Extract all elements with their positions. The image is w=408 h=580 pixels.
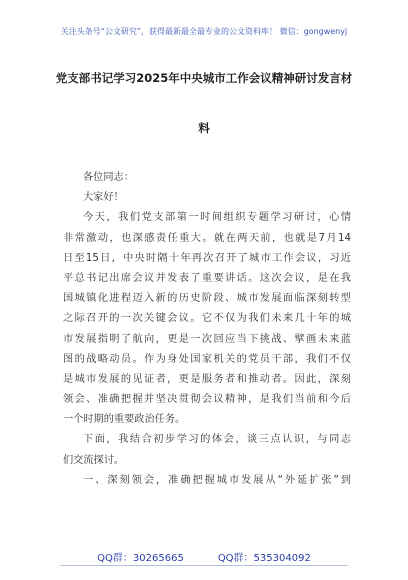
document-title-line-1: 党支部书记学习2025年中央城市工作会议精神研讨发言材 xyxy=(55,71,353,85)
paragraph-line: 日至15日，中央时隔十年再次召开了城市工作会议，习近 xyxy=(63,252,351,264)
paragraph-line: 平总书记出席会议并发表了重要讲话。这次会议，是在我 xyxy=(63,272,351,284)
greeting: 大家好！ xyxy=(83,192,124,204)
paragraph-line: 领会、准确把握并坚决贯彻会议精神，是我们当前和今后 xyxy=(63,394,351,406)
paragraph-line: 非常激动，也深感责任重大。就在两天前，也就是7月14 xyxy=(63,232,351,244)
footer-qq-group-2: QQ群：535304092 xyxy=(217,553,311,564)
paragraph-line: 市发展指明了航向，更是一次回应当下挑战、擘画未来蓝 xyxy=(63,333,351,345)
paragraph-line: 之际召开的一次关键会议。它不仅为我们未来几十年的城 xyxy=(63,313,351,325)
footer-divider xyxy=(60,565,348,566)
paragraph-line: 下面，我结合初步学习的体会，谈三点认识，与同志 xyxy=(83,434,351,446)
salutation: 各位同志： xyxy=(83,172,134,183)
paragraph-line: 今天，我们党支部第一时间组织专题学习研讨，心情 xyxy=(83,212,351,224)
document-body xyxy=(63,168,351,491)
header-note: 关注头条号“公文研究”，获得最新最全最专业的公文资料库！ 微信：gongwenyj xyxy=(60,27,348,36)
paragraph-line: 一个时期的重要政治任务。 xyxy=(63,414,186,426)
paragraph-line: 是城市发展的见证者，更是服务者和推动者。因此，深刻 xyxy=(63,373,351,385)
paragraph-line: 国城镇化进程迈入新的历史阶段、城市发展面临深刻转型 xyxy=(63,293,351,305)
paragraph-line: 们交流探讨。 xyxy=(63,454,125,466)
document-title-line-2: 料 xyxy=(198,121,210,135)
footer-qq-group-1: QQ群：30265665 xyxy=(97,553,184,564)
footer-contact xyxy=(0,549,408,564)
paragraph-line: 图的战略动员。作为身处国家机关的党员干部，我们不仅 xyxy=(63,353,351,365)
section-heading: 一、深刻领会，准确把握城市发展从“外延扩张”到 xyxy=(83,474,351,486)
